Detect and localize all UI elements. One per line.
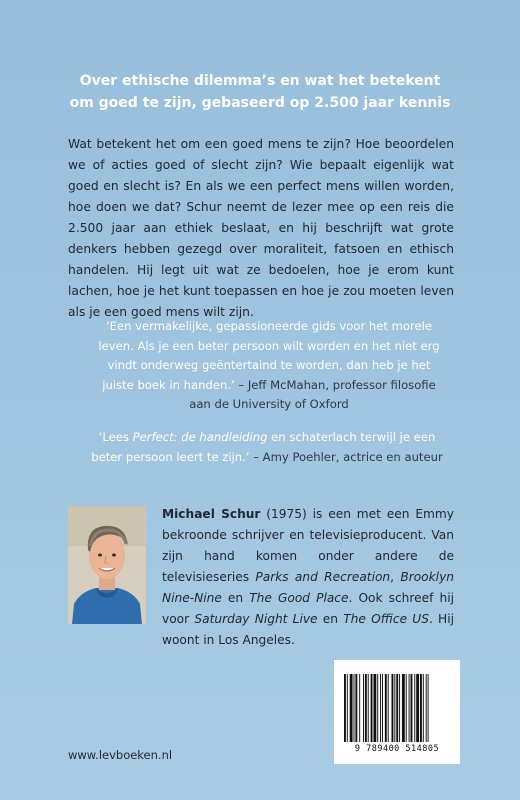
author-bio-sep-3: en: [317, 612, 344, 626]
author-bio-part-3: . Hij woont in Los Angeles.: [162, 612, 454, 647]
review-quote-1-text: ‘Een vermakelijke, gepassioneerde gids voor het morele leven. Als je een beter persoon wilt worden en het niet erg vindt onderweg geëntertaind te worden, dan heb je het juiste boek in handen.’: [98, 319, 440, 392]
show-title-1: Parks and Recreation: [255, 570, 391, 584]
author-portrait-icon: [68, 506, 146, 624]
headline-line-1: Over ethische dilemma’s en wat het betekent: [79, 73, 441, 89]
review-quote-1: [94, 317, 444, 415]
book-blurb: Wat betekent het om een goed mens te zijn? Hoe beoordelen we of acties goed of slecht zijn? Wie bepaalt eigenlijk wat goed en slecht is? En als we een perfect mens willen worden, hoe doen we dat? Schur neemt de lezer mee op een reis die 2.500 jaar aan ethiek beslaat, en hij beschrijft wat grote denkers hebben gezegd over moraliteit, fatsoen en ethisch handelen. Hij legt uit wat ze bedoelen, hoe je erom kunt lachen, hoe je het kunt toepassen en hoe je zou moeten leven als je een goed mens wilt zijn.: [68, 137, 454, 319]
author-photo: [68, 506, 146, 624]
author-name: Michael Schur: [162, 507, 261, 521]
isbn-barcode: [334, 660, 460, 764]
review-quote-2-suffix: en schaterlach terwijl je een beter persoon leert te zijn.’: [91, 430, 436, 464]
author-bio-part-1: (1975) is een met een Emmy bekroonde schrijver en televisieproducent. Van zijn hand komen onder andere de televisieseries: [162, 507, 454, 584]
author-bio-sep-2: en: [221, 591, 250, 605]
show-title-2: Brooklyn Nine-Nine: [162, 570, 455, 605]
back-cover-headline: [40, 70, 480, 114]
barcode-icon: [344, 674, 450, 742]
show-title-5: The Office US: [343, 612, 429, 626]
review-quote-2-title: Perfect: de handleiding: [132, 430, 268, 444]
show-title-4: Saturday Night Live: [194, 612, 318, 626]
review-quote-1-attribution: – Jeff McMahan, professor filosofie aan de University of Oxford: [189, 377, 436, 411]
headline-line-2: om goed te zijn, gebaseerd op 2.500 jaar kennis: [69, 95, 451, 111]
author-bio: [162, 504, 454, 651]
publisher-website[interactable]: www.levboeken.nl: [68, 748, 173, 762]
show-title-3: The Good Place: [249, 591, 349, 605]
review-quote-2-prefix: ‘Lees: [98, 430, 133, 444]
review-quote-2-attribution: – Amy Poehler, actrice en auteur: [249, 449, 443, 464]
author-bio-sep-1: ,: [390, 570, 401, 584]
isbn-number: 9 789400 514805: [354, 744, 440, 754]
review-quote-2: [82, 428, 452, 467]
author-bio-part-2: . Ook schreef hij voor: [162, 591, 454, 626]
